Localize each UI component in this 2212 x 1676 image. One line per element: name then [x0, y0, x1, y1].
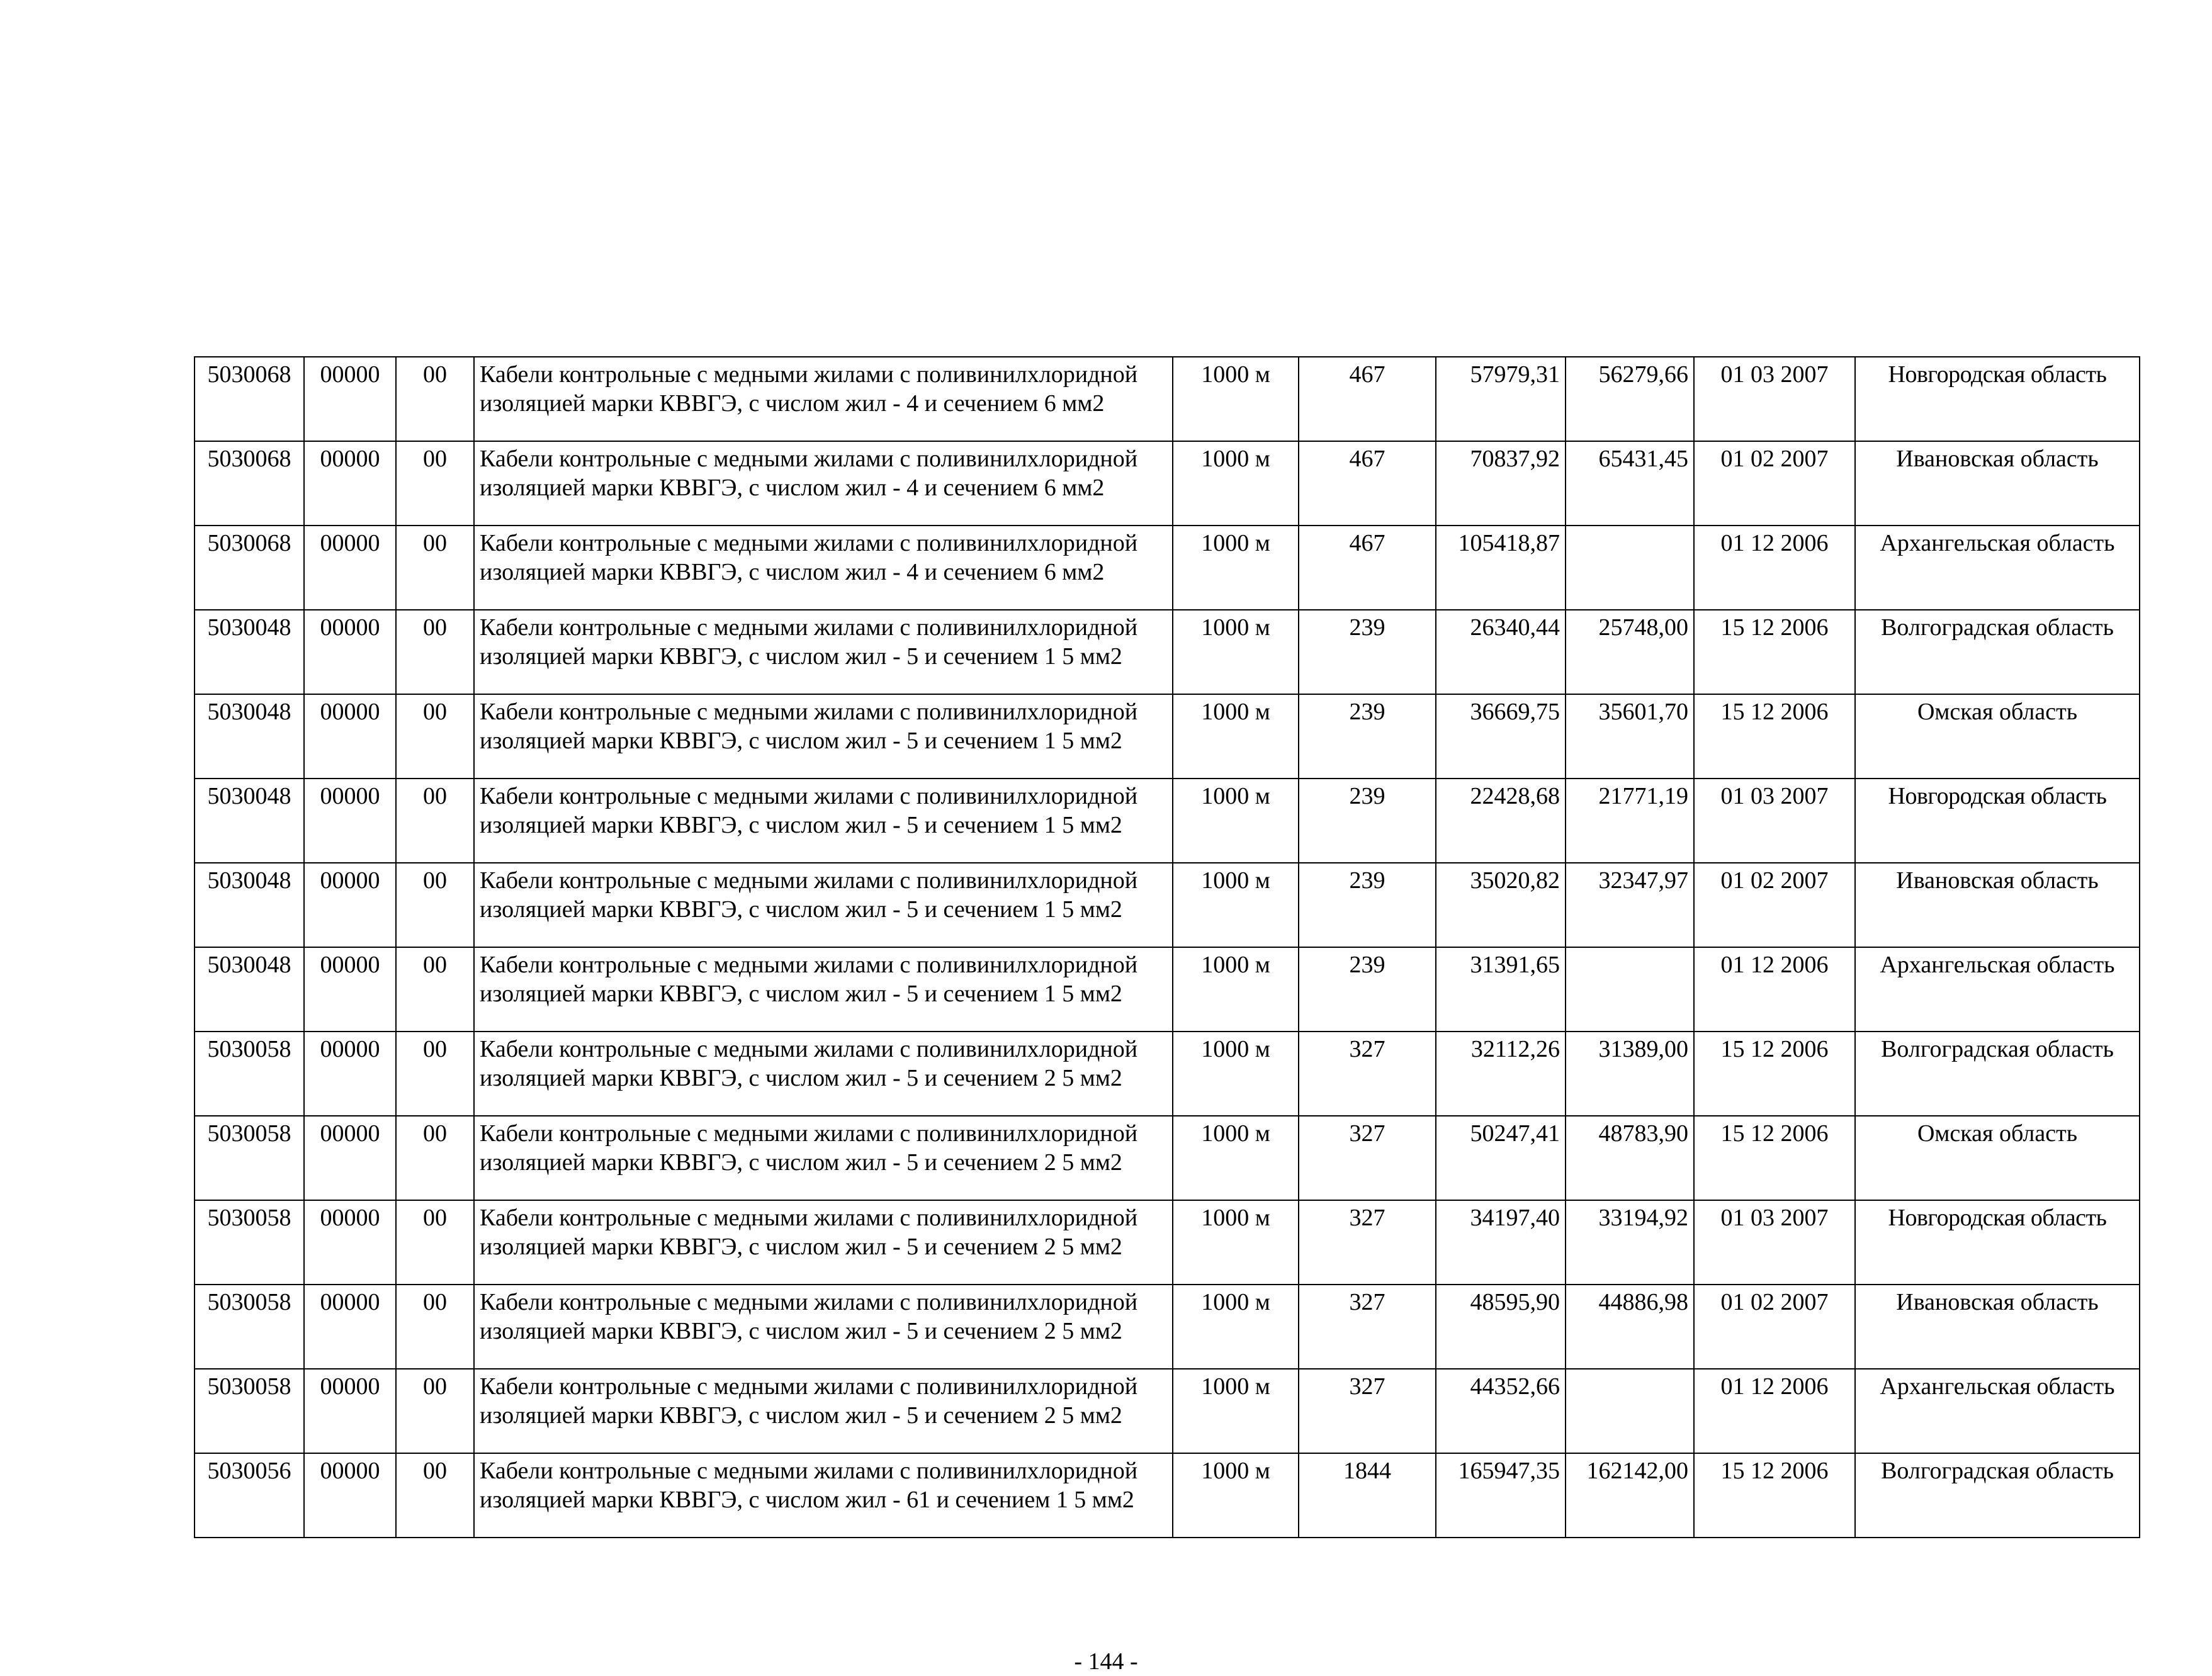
region-cell: Новгородская область [1855, 1200, 2140, 1285]
table-row [195, 1453, 2140, 1538]
region-cell: Ивановская область [1855, 1285, 2140, 1369]
description-cell: Кабели контрольные с медными жилами с поливинилхлоридной изоляцией марки КВВГЭ, с числом жил - 5 и сечением 2 5 мм2 [474, 1032, 1173, 1116]
quantity-cell: 327 [1299, 1116, 1436, 1200]
table-row [195, 441, 2140, 526]
date-cell: 15 12 2006 [1694, 1032, 1855, 1116]
suffix-code-cell: 00 [396, 1369, 474, 1453]
suffix-code-cell: 00 [396, 1116, 474, 1200]
price-cell: 105418,87 [1436, 526, 1566, 610]
date-cell: 01 03 2007 [1694, 1200, 1855, 1285]
sub-code-cell: 00000 [304, 610, 396, 694]
unit-cell: 1000 м [1173, 863, 1299, 947]
table-row [195, 1200, 2140, 1285]
price-alt-cell: 35601,70 [1566, 694, 1694, 779]
unit-cell: 1000 м [1173, 1369, 1299, 1453]
sub-code-cell: 00000 [304, 1200, 396, 1285]
item-code-cell: 5030058 [195, 1285, 304, 1369]
sub-code-cell: 00000 [304, 694, 396, 779]
table-row [195, 779, 2140, 863]
price-alt-cell: 25748,00 [1566, 610, 1694, 694]
suffix-code-cell: 00 [396, 694, 474, 779]
region-cell: Волгоградская область [1855, 1032, 2140, 1116]
sub-code-cell: 00000 [304, 1032, 396, 1116]
price-cell: 22428,68 [1436, 779, 1566, 863]
table-row [195, 1032, 2140, 1116]
item-code-cell: 5030048 [195, 863, 304, 947]
region-cell: Омская область [1855, 1116, 2140, 1200]
item-code-cell: 5030068 [195, 526, 304, 610]
table-row [195, 357, 2140, 441]
table-row [195, 1116, 2140, 1200]
region-cell: Новгородская область [1855, 357, 2140, 441]
table-row [195, 1369, 2140, 1453]
region-cell: Архангельская область [1855, 526, 2140, 610]
unit-cell: 1000 м [1173, 1200, 1299, 1285]
quantity-cell: 239 [1299, 779, 1436, 863]
date-cell: 01 03 2007 [1694, 357, 1855, 441]
suffix-code-cell: 00 [396, 1200, 474, 1285]
quantity-cell: 239 [1299, 947, 1436, 1032]
item-code-cell: 5030058 [195, 1116, 304, 1200]
item-code-cell: 5030056 [195, 1453, 304, 1538]
description-cell: Кабели контрольные с медными жилами с поливинилхлоридной изоляцией марки КВВГЭ, с числом жил - 4 и сечением 6 мм2 [474, 441, 1173, 526]
description-cell: Кабели контрольные с медными жилами с поливинилхлоридной изоляцией марки КВВГЭ, с числом жил - 61 и сечением 1 5 мм2 [474, 1453, 1173, 1538]
price-alt-cell [1566, 1369, 1694, 1453]
suffix-code-cell: 00 [396, 1453, 474, 1538]
price-cell: 48595,90 [1436, 1285, 1566, 1369]
sub-code-cell: 00000 [304, 1285, 396, 1369]
table-row [195, 694, 2140, 779]
unit-cell: 1000 м [1173, 1032, 1299, 1116]
region-cell: Ивановская область [1855, 863, 2140, 947]
price-alt-cell: 48783,90 [1566, 1116, 1694, 1200]
quantity-cell: 467 [1299, 441, 1436, 526]
date-cell: 01 12 2006 [1694, 947, 1855, 1032]
description-cell: Кабели контрольные с медными жилами с поливинилхлоридной изоляцией марки КВВГЭ, с числом жил - 5 и сечением 2 5 мм2 [474, 1369, 1173, 1453]
item-code-cell: 5030048 [195, 610, 304, 694]
region-cell: Омская область [1855, 694, 2140, 779]
description-cell: Кабели контрольные с медными жилами с поливинилхлоридной изоляцией марки КВВГЭ, с числом жил - 5 и сечением 2 5 мм2 [474, 1285, 1173, 1369]
quantity-cell: 1844 [1299, 1453, 1436, 1538]
suffix-code-cell: 00 [396, 779, 474, 863]
sub-code-cell: 00000 [304, 526, 396, 610]
quantity-cell: 467 [1299, 526, 1436, 610]
date-cell: 15 12 2006 [1694, 694, 1855, 779]
sub-code-cell: 00000 [304, 357, 396, 441]
price-cell: 50247,41 [1436, 1116, 1566, 1200]
date-cell: 01 12 2006 [1694, 526, 1855, 610]
unit-cell: 1000 м [1173, 1116, 1299, 1200]
price-alt-cell: 32347,97 [1566, 863, 1694, 947]
region-cell: Волгоградская область [1855, 1453, 2140, 1538]
description-cell: Кабели контрольные с медными жилами с поливинилхлоридной изоляцией марки КВВГЭ, с числом жил - 5 и сечением 1 5 мм2 [474, 610, 1173, 694]
date-cell: 01 02 2007 [1694, 441, 1855, 526]
item-code-cell: 5030048 [195, 779, 304, 863]
date-cell: 01 02 2007 [1694, 1285, 1855, 1369]
price-cell: 36669,75 [1436, 694, 1566, 779]
price-cell: 34197,40 [1436, 1200, 1566, 1285]
price-cell: 70837,92 [1436, 441, 1566, 526]
price-cell: 35020,82 [1436, 863, 1566, 947]
price-alt-cell: 44886,98 [1566, 1285, 1694, 1369]
description-cell: Кабели контрольные с медными жилами с поливинилхлоридной изоляцией марки КВВГЭ, с числом жил - 5 и сечением 2 5 мм2 [474, 1200, 1173, 1285]
quantity-cell: 327 [1299, 1200, 1436, 1285]
item-code-cell: 5030048 [195, 947, 304, 1032]
sub-code-cell: 00000 [304, 947, 396, 1032]
suffix-code-cell: 00 [396, 1032, 474, 1116]
description-cell: Кабели контрольные с медными жилами с поливинилхлоридной изоляцией марки КВВГЭ, с числом жил - 4 и сечением 6 мм2 [474, 526, 1173, 610]
unit-cell: 1000 м [1173, 1285, 1299, 1369]
price-alt-cell: 65431,45 [1566, 441, 1694, 526]
suffix-code-cell: 00 [396, 357, 474, 441]
item-code-cell: 5030058 [195, 1369, 304, 1453]
region-cell: Архангельская область [1855, 1369, 2140, 1453]
price-cell: 44352,66 [1436, 1369, 1566, 1453]
sub-code-cell: 00000 [304, 1116, 396, 1200]
suffix-code-cell: 00 [396, 947, 474, 1032]
price-alt-cell: 33194,92 [1566, 1200, 1694, 1285]
price-alt-cell: 21771,19 [1566, 779, 1694, 863]
price-cell: 165947,35 [1436, 1453, 1566, 1538]
date-cell: 15 12 2006 [1694, 1116, 1855, 1200]
description-cell: Кабели контрольные с медными жилами с поливинилхлоридной изоляцией марки КВВГЭ, с числом жил - 4 и сечением 6 мм2 [474, 357, 1173, 441]
description-cell: Кабели контрольные с медными жилами с поливинилхлоридной изоляцией марки КВВГЭ, с числом жил - 5 и сечением 1 5 мм2 [474, 947, 1173, 1032]
description-cell: Кабели контрольные с медными жилами с поливинилхлоридной изоляцией марки КВВГЭ, с числом жил - 5 и сечением 2 5 мм2 [474, 1116, 1173, 1200]
price-table [194, 356, 2140, 1538]
page-number: - 144 - [1074, 1648, 1138, 1675]
quantity-cell: 239 [1299, 610, 1436, 694]
unit-cell: 1000 м [1173, 526, 1299, 610]
table-row [195, 947, 2140, 1032]
quantity-cell: 239 [1299, 863, 1436, 947]
sub-code-cell: 00000 [304, 1369, 396, 1453]
quantity-cell: 327 [1299, 1032, 1436, 1116]
region-cell: Ивановская область [1855, 441, 2140, 526]
unit-cell: 1000 м [1173, 610, 1299, 694]
description-cell: Кабели контрольные с медными жилами с поливинилхлоридной изоляцией марки КВВГЭ, с числом жил - 5 и сечением 1 5 мм2 [474, 779, 1173, 863]
item-code-cell: 5030058 [195, 1032, 304, 1116]
unit-cell: 1000 м [1173, 947, 1299, 1032]
table-row [195, 1285, 2140, 1369]
suffix-code-cell: 00 [396, 526, 474, 610]
sub-code-cell: 00000 [304, 863, 396, 947]
date-cell: 01 03 2007 [1694, 779, 1855, 863]
price-alt-cell: 31389,00 [1566, 1032, 1694, 1116]
price-cell: 31391,65 [1436, 947, 1566, 1032]
price-cell: 57979,31 [1436, 357, 1566, 441]
suffix-code-cell: 00 [396, 863, 474, 947]
price-alt-cell: 162142,00 [1566, 1453, 1694, 1538]
price-alt-cell [1566, 526, 1694, 610]
sub-code-cell: 00000 [304, 1453, 396, 1538]
sub-code-cell: 00000 [304, 779, 396, 863]
price-alt-cell [1566, 947, 1694, 1032]
unit-cell: 1000 м [1173, 779, 1299, 863]
table-body [195, 357, 2140, 1538]
description-cell: Кабели контрольные с медными жилами с поливинилхлоридной изоляцией марки КВВГЭ, с числом жил - 5 и сечением 1 5 мм2 [474, 863, 1173, 947]
date-cell: 01 12 2006 [1694, 1369, 1855, 1453]
quantity-cell: 327 [1299, 1369, 1436, 1453]
region-cell: Новгородская область [1855, 779, 2140, 863]
price-cell: 26340,44 [1436, 610, 1566, 694]
item-code-cell: 5030048 [195, 694, 304, 779]
quantity-cell: 239 [1299, 694, 1436, 779]
unit-cell: 1000 м [1173, 357, 1299, 441]
date-cell: 01 02 2007 [1694, 863, 1855, 947]
unit-cell: 1000 м [1173, 1453, 1299, 1538]
suffix-code-cell: 00 [396, 441, 474, 526]
item-code-cell: 5030068 [195, 441, 304, 526]
date-cell: 15 12 2006 [1694, 610, 1855, 694]
table-row [195, 526, 2140, 610]
quantity-cell: 327 [1299, 1285, 1436, 1369]
item-code-cell: 5030058 [195, 1200, 304, 1285]
unit-cell: 1000 м [1173, 441, 1299, 526]
table-row [195, 610, 2140, 694]
description-cell: Кабели контрольные с медными жилами с поливинилхлоридной изоляцией марки КВВГЭ, с числом жил - 5 и сечением 1 5 мм2 [474, 694, 1173, 779]
region-cell: Волгоградская область [1855, 610, 2140, 694]
region-cell: Архангельская область [1855, 947, 2140, 1032]
price-alt-cell: 56279,66 [1566, 357, 1694, 441]
price-cell: 32112,26 [1436, 1032, 1566, 1116]
quantity-cell: 467 [1299, 357, 1436, 441]
table-row [195, 863, 2140, 947]
unit-cell: 1000 м [1173, 694, 1299, 779]
sub-code-cell: 00000 [304, 441, 396, 526]
suffix-code-cell: 00 [396, 610, 474, 694]
date-cell: 15 12 2006 [1694, 1453, 1855, 1538]
item-code-cell: 5030068 [195, 357, 304, 441]
suffix-code-cell: 00 [396, 1285, 474, 1369]
